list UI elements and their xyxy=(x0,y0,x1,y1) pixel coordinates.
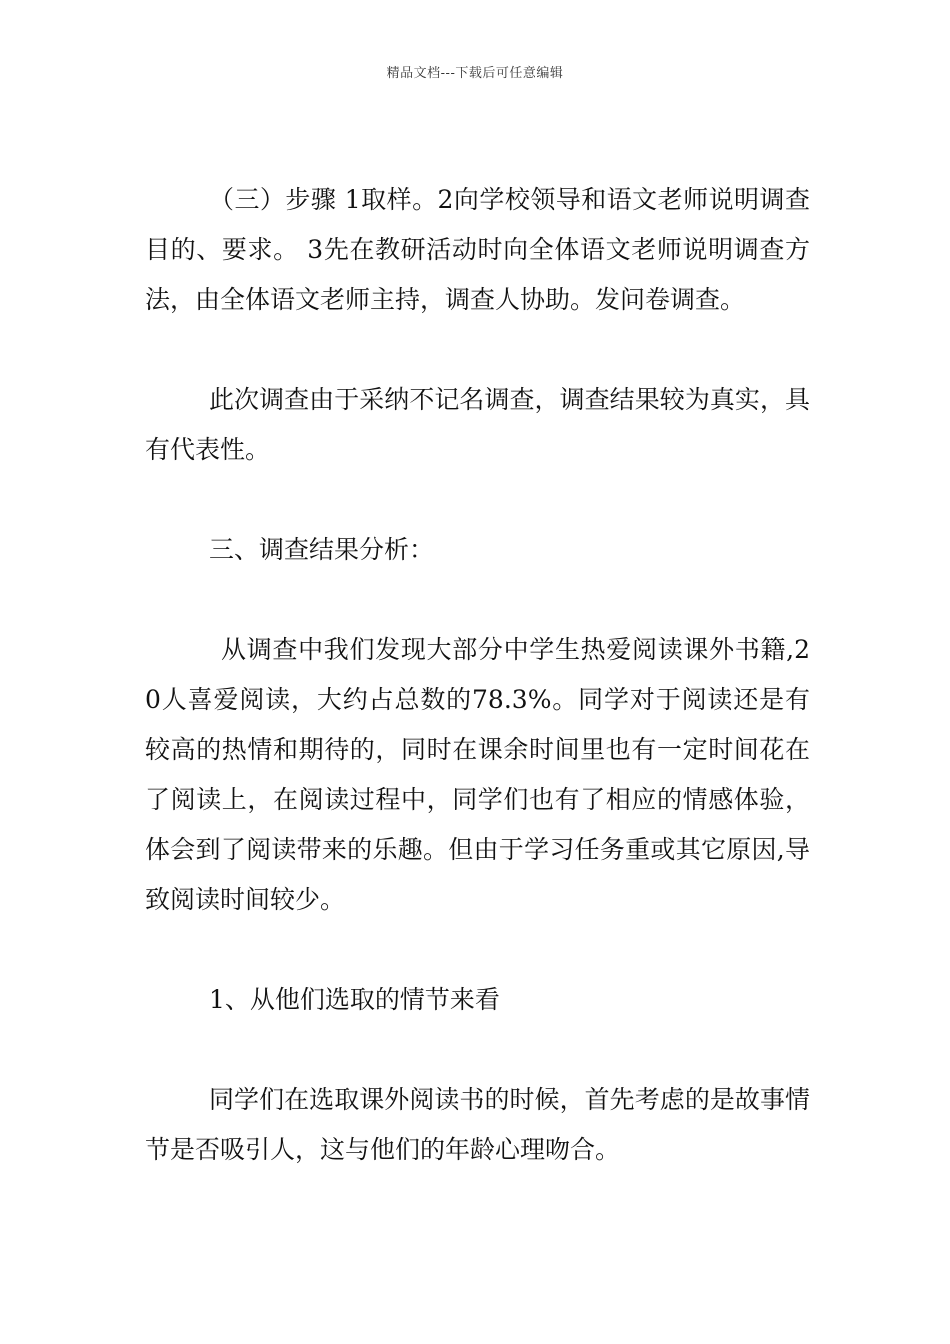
paragraph-plot-appeal: 同学们在选取课外阅读书的时候，首先考虑的是故事情节是否吸引人，这与他们的年龄心理吻合。 xyxy=(145,1085,810,1164)
subheading-plot-selection: 1、从他们选取的情节来看 xyxy=(209,985,500,1014)
paragraph-steps: （三）步骤 1取样。2向学校领导和语文老师说明调查目的、要求。 3先在教研活动时向全体语文老师说明调查方法，由全体语文老师主持，调查人协助。发问卷调查。 xyxy=(145,185,810,314)
section-heading-results-analysis: 三、调查结果分析： xyxy=(209,535,435,564)
page-header: 精品文档---下载后可任意编辑 xyxy=(386,66,564,81)
document-body xyxy=(145,175,810,1175)
paragraph-anonymity: 此次调查由于采纳不记名调查，调查结果较为真实，具有代表性。 xyxy=(145,385,810,464)
paragraph-findings: 从调查中我们发现大部分中学生热爱阅读课外书籍,20人喜爱阅读，大约占总数的78.3%。同学对于阅读还是有较高的热情和期待的，同时在课余时间里也有一定时间花在了阅读上，在阅读过程中，同学们也有了相应的情感体验，体会到了阅读带来的乐趣。但由于学习任务重或其它原因,导致阅读时间较少。 xyxy=(145,635,810,914)
